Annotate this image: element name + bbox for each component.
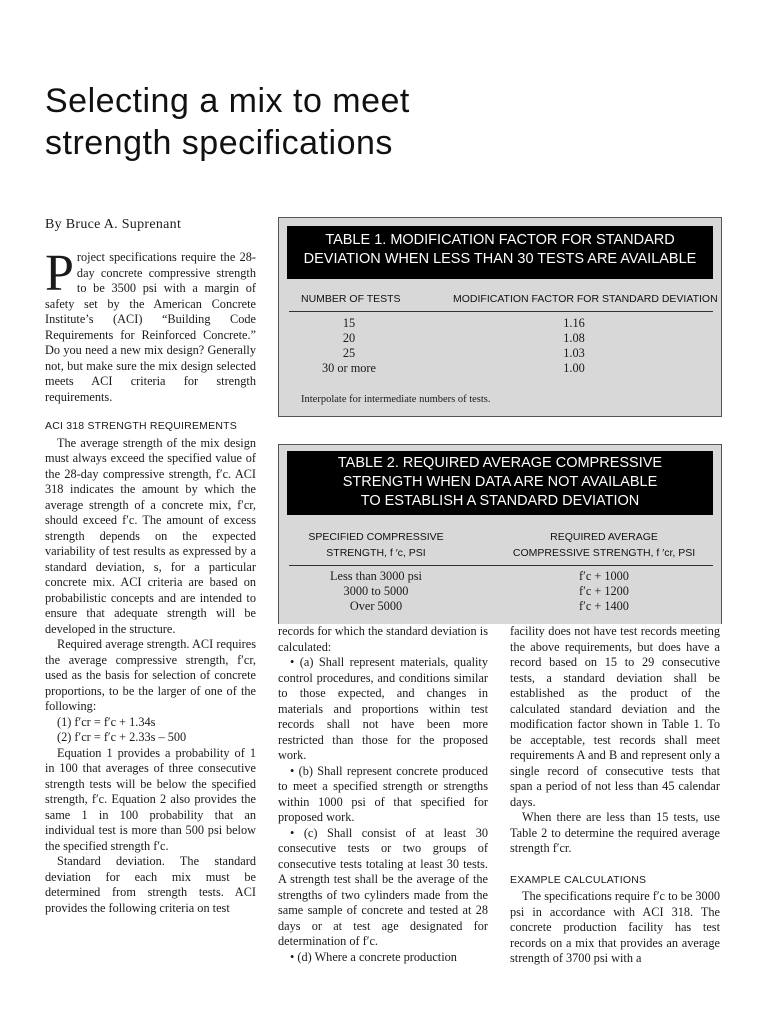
table-2-rule [289, 565, 713, 566]
paragraph: facility does not have test records meeting the above requirements, but does have a record based on 15 to 29 consecutive tests, a standard deviation shall be established as the product of the calculated standard deviation and the modification factor shown in Table 1. To be acceptable, test records shall meet requirements A and B and represent only a single record of consecutive tests that span a period of not less than 45 calendar days. [510, 624, 720, 809]
equation-1: (1) f′cr = f′c + 1.34s [57, 714, 156, 729]
criteria-item-d: • (d) Where a concrete production [290, 949, 457, 964]
table-1-cell: 1.00 [563, 361, 585, 375]
section-heading: ACI 318 STRENGTH REQUIREMENTS [45, 420, 237, 432]
paragraph: records for which the standard deviation is calculated: [278, 624, 488, 654]
criteria-item-c: • (c) Shall consist of at least 30 consecutive tests or two groups of consecutive tests totaling at least 30 tests. A strength test shall be the average of the strengths of two cylinders made from the same sample of concrete and tested at 28 days or at test age designated for determination of f′c. [278, 825, 488, 948]
table-1-cell: 25 [342, 346, 356, 360]
table-1-cell: 20 [342, 331, 356, 345]
paragraph: When there are less than 15 tests, use Table 2 to determine the required average strength f′cr. [510, 810, 720, 855]
intro-paragraph [45, 245, 256, 405]
table-2-col-header-line: STRENGTH, f ′c, PSI [326, 547, 426, 559]
column-1 [45, 245, 256, 916]
byline: By Bruce A. Suprenant [45, 217, 182, 232]
table-2-col-header-required [499, 529, 709, 561]
paragraph: The average strength of the mix design must always exceed the specified value of the 28-day compressive strength, f′c. ACI 318 indicates the amount by which the average strength of a concrete mix, f′cr, should exceed f′c. The amount of excess strength depends on the expected variability of test results as expressed by a standard deviation, s, for a particular concrete mix. ACI criteria are based on probabilistic concepts and are intended to ensure that adequate strength will be developed in the structure. [45, 435, 256, 636]
table-2-title-line: TO ESTABLISH A STANDARD DEVIATION [360, 493, 640, 509]
table-1-rule [289, 311, 713, 312]
table-2-cell: f′c + 1400 [579, 599, 629, 613]
table-2-title-line: TABLE 2. REQUIRED AVERAGE COMPRESSIVE [337, 455, 663, 471]
paragraph: Equation 1 provides a probability of 1 in 100 that averages of three consecutive strength tests will be below the specified strength, f′c. Equation 2 also provides the same 1 in 100 probability that an individual test is more than 500 psi below the specified strength f′c. [45, 745, 256, 853]
table-2 [278, 444, 722, 624]
table-1-cell: 15 [342, 316, 356, 330]
table-2-col-header-line: REQUIRED AVERAGE [550, 531, 658, 543]
table-1-cell: 1.08 [563, 331, 585, 345]
table-2-cell: 3000 to 5000 [343, 584, 409, 598]
table-2-cell: f′c + 1000 [579, 569, 629, 583]
table-1-col-header-factor: MODIFICATION FACTOR FOR STANDARD DEVIATION [453, 293, 718, 305]
equation-2: (2) f′cr = f′c + 2.33s – 500 [57, 730, 187, 744]
column-2 [278, 624, 488, 965]
paragraph: The specifications require f′c to be 3000 psi in accordance with ACI 318. The concrete production facility has test records on a mix that provides an average strength of 3700 psi with a [510, 889, 720, 965]
section-heading: EXAMPLE CALCULATIONS [510, 873, 647, 886]
table-2-col-header-line: COMPRESSIVE STRENGTH, f ′cr, PSI [512, 547, 696, 559]
table-1-note: Interpolate for intermediate numbers of tests. [301, 394, 491, 405]
article-title [45, 80, 645, 164]
table-2-col-header-specified [291, 529, 461, 561]
table-1-cell: 1.16 [563, 316, 585, 330]
drop-cap: P [45, 245, 74, 302]
table-2-title [287, 451, 713, 515]
table-2-cell: Over 5000 [349, 599, 403, 613]
criteria-item-a: • (a) Shall represent materials, quality control procedures, and conditions similar to those expected, and changes in materials and proportions within test records shall not have been more restricted than those for the proposed work. [278, 655, 488, 762]
table-1-cell: 1.03 [563, 346, 585, 360]
table-2-title-line: STRENGTH WHEN DATA ARE NOT AVAILABLE [342, 474, 658, 490]
paragraph: Required average strength. ACI requires the average compressive strength, f′cr, used as the basis for selection of concrete proportions, to be the larger of one of the following: [45, 637, 256, 713]
paragraph: Standard deviation. The standard deviation for each mix must be determined from strength tests. ACI provides the following criteria on test [45, 854, 256, 915]
intro-text: roject specifications require the 28-day concrete compressive strength to be 3500 psi with a margin of safety set by the American Concrete Institute’s (ACI) “Building Code Requirements for Reinforced Concrete.” Do you need a new mix design? Generally not, but make sure the mix design selected meets ACI criteria for strength requirements. [45, 250, 256, 404]
criteria-item-b: • (b) Shall represent concrete produced to meet a specified strength or strengths within 1000 psi of that specified for proposed work. [278, 763, 488, 824]
table-2-cell: f′c + 1200 [579, 584, 629, 598]
title-line-1: Selecting a mix to meet [45, 82, 410, 120]
table-1-col-header-tests: NUMBER OF TESTS [301, 293, 401, 305]
table-1-cell: 30 or more [322, 361, 376, 375]
table-2-col-header-line: SPECIFIED COMPRESSIVE [308, 531, 444, 543]
column-3 [510, 624, 720, 967]
table-1-title-line: DEVIATION WHEN LESS THAN 30 TESTS ARE AVAILABLE [303, 251, 697, 267]
table-1-title-line: TABLE 1. MODIFICATION FACTOR FOR STANDARD [325, 232, 675, 248]
table-2-cell: Less than 3000 psi [330, 569, 422, 583]
table-1 [278, 217, 722, 417]
title-line-2: strength specifications [45, 124, 393, 162]
table-1-title [287, 226, 713, 279]
